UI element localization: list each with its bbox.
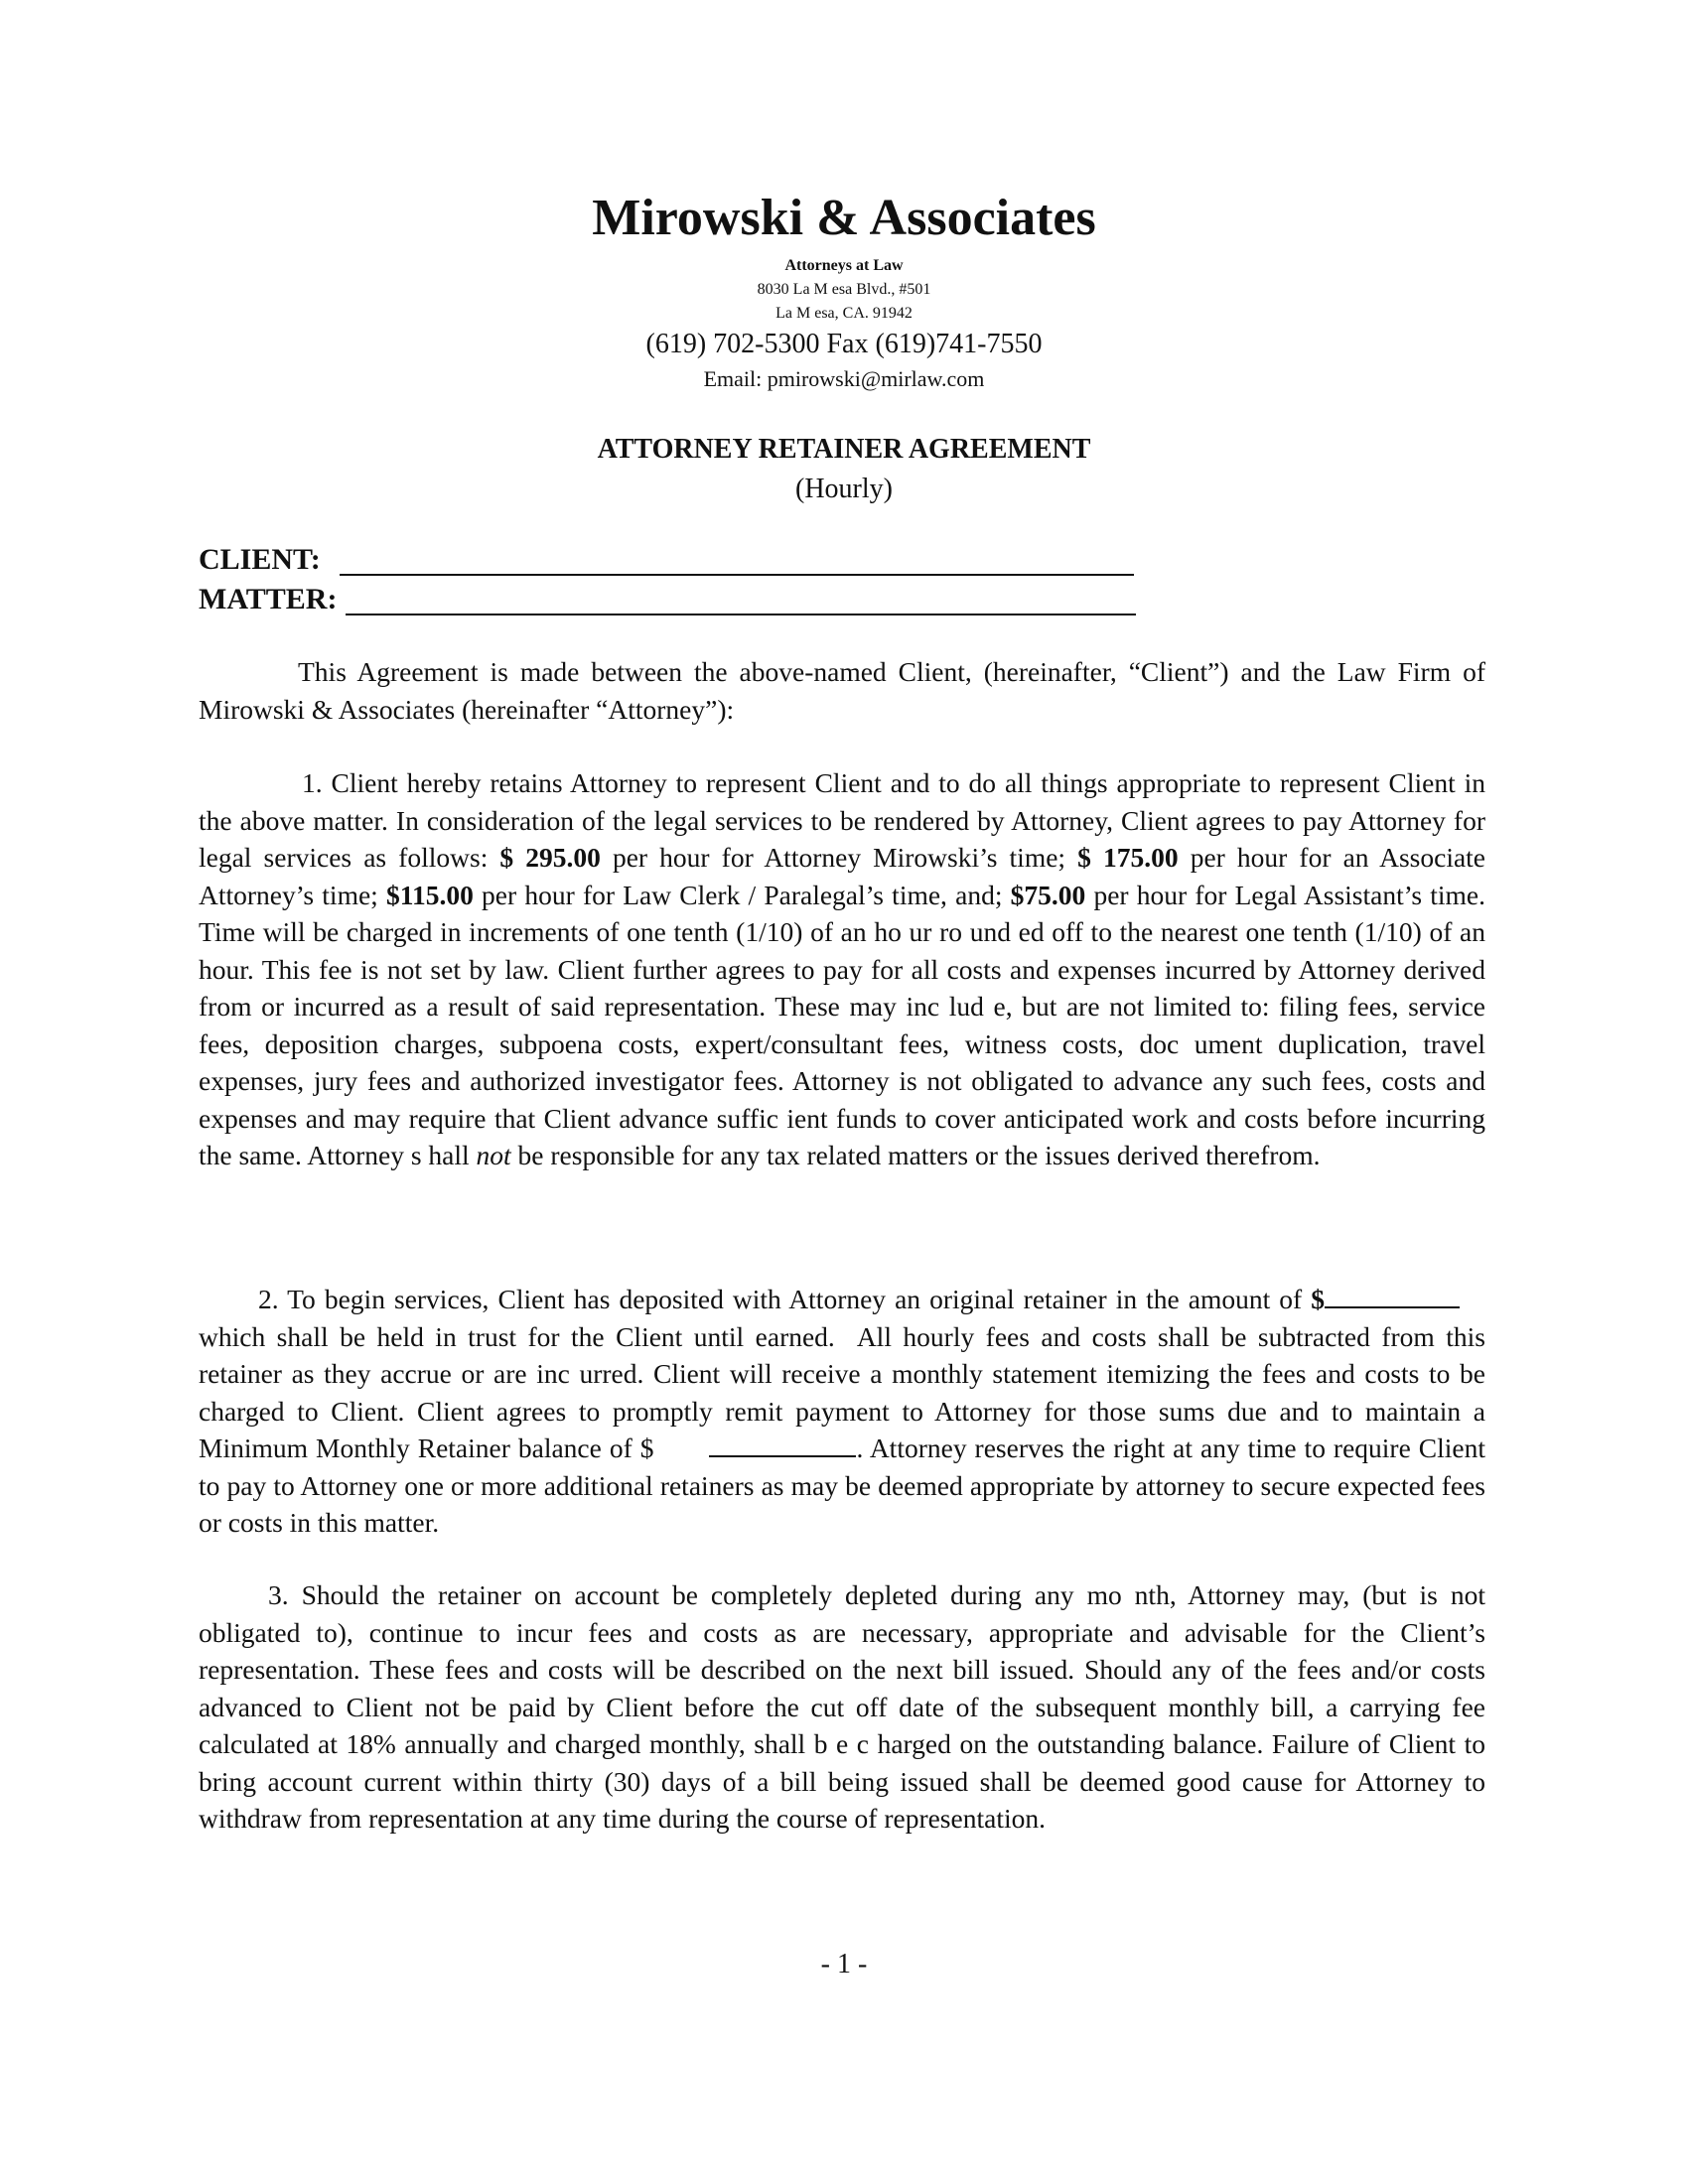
- attorney-rate: $ 295.00: [499, 842, 601, 873]
- section-2-text-c: All hourly fees and costs shall be subtracted from this retainer as they accrue or are inc urred. Client will receive a monthly statement itemizing the fees and costs to be charged to Client. Client agrees to promptly remit payment to Attorney for those sums due and to maintain a Minimum Monthly Retainer balance of $: [199, 1320, 1485, 1463]
- section-1-text-f: be responsible for any tax related matters or the issues derived therefrom.: [510, 1140, 1321, 1170]
- section-1-text-a: 1. Client hereby retains Attorney to represent Client and to do all things appropriate to represent Client in the above matter. In consideration of the legal services to be rendered by Attorney, Client agrees to pay Attorney for legal services as follows:: [199, 767, 1485, 873]
- retainer-amount-blank[interactable]: [1325, 1283, 1460, 1308]
- document-title: ATTORNEY RETAINER AGREEMENT: [597, 434, 1091, 465]
- associate-rate: $ 175.00: [1077, 842, 1179, 873]
- section-1-text-d: per hour for Law Clerk / Paralegal’s time, and;: [473, 879, 1011, 910]
- retainer-dollar-sign: $: [1311, 1284, 1325, 1314]
- client-field[interactable]: [199, 542, 321, 578]
- emphasis-not: not: [476, 1140, 511, 1170]
- minimum-balance-blank[interactable]: [709, 1432, 856, 1457]
- client-blank-line[interactable]: [340, 574, 1134, 576]
- assistant-rate: $75.00: [1010, 879, 1086, 910]
- address-line-1: 8030 La M esa Blvd., #501: [757, 281, 931, 298]
- section-1-text-c: per hour for an Associate Attorney’s time;: [199, 842, 1486, 910]
- section-2-text-a: 2. To begin services, Client has deposited with Attorney an original retainer in the amount of: [258, 1284, 1312, 1314]
- page-number: - 1 -: [820, 1949, 868, 1979]
- firm-name: Mirowski & Associates: [592, 190, 1096, 246]
- matter-field[interactable]: [199, 582, 337, 617]
- section-1-paragraph: [199, 764, 1485, 1174]
- section-1-text-b: per hour for Attorney Mirowski’s time;: [600, 842, 1078, 873]
- phone-fax: (619) 702-5300 Fax (619)741-7550: [645, 329, 1043, 359]
- address-line-2: La M esa, CA. 91942: [775, 305, 913, 322]
- section-2-paragraph: [199, 1281, 1485, 1542]
- matter-label: MATTER:: [199, 583, 338, 615]
- paralegal-rate: $115.00: [386, 879, 474, 910]
- matter-blank-line[interactable]: [346, 614, 1136, 615]
- section-2-text-d: . Attorney reserves the right at any time to require Client to pay to Attorney one or more additional retainers as may be deemed appropriate by attorney to secure expected fees or costs in this matter.: [199, 1433, 1486, 1538]
- firm-tagline: Attorneys at Law: [784, 257, 904, 274]
- email-line: Email: pmirowski@mirlaw.com: [703, 366, 985, 391]
- section-3-paragraph: 3. Should the retainer on account be completely depleted during any mo nth, Attorney may, (but is not obligated to), continue to incur fees and costs as are necessary, appropriate and advisable for the Client’s representation. These fees and costs will be described on the next bill issued. Should any of the fees and/or costs advanced to Client not be paid by Client before the cut off date of the subsequent monthly bill, a carrying fee calculated at 18% annually and charged monthly, shall b e c harged on the outstanding balance. Failure of Client to bring account current within thirty (30) days of a bill being issued shall be deemed good cause for Attorney to withdraw from representation at any time during the course of representation.: [199, 1579, 1485, 1834]
- section-1-text-e: per hour for Legal Assistant’s time. Time will be charged in increments of one tenth (1/10) of an ho ur ro und ed off to the nearest one tenth (1/10) of an hour. This fee is not set by law. Client further agrees to pay for all costs and expenses incurred by Attorney derived from or incurred as a result of said representation. These may inc lud e, but are not limited to: filing fees, service fees, deposition charges, subpoena costs, expert/consultant fees, witness costs, doc ument duplication, travel expenses, jury fees and authorized investigator fees. Attorney is not obligated to advance any such fees, costs and expenses and may require that Client advance suffic ient funds to cover anticipated work and costs before incurring the same. Attorney s hall: [199, 879, 1486, 1170]
- section-2-text-b: which shall be held in trust for the Client until earned.: [199, 1320, 835, 1352]
- client-label: CLIENT:: [199, 543, 321, 576]
- document-subtitle: (Hourly): [795, 474, 893, 504]
- intro-paragraph: This Agreement is made between the above-named Client, (hereinafter, “Client”) and the Law Firm of Mirowski & Associates (hereinafter “Attorney”):: [199, 656, 1485, 725]
